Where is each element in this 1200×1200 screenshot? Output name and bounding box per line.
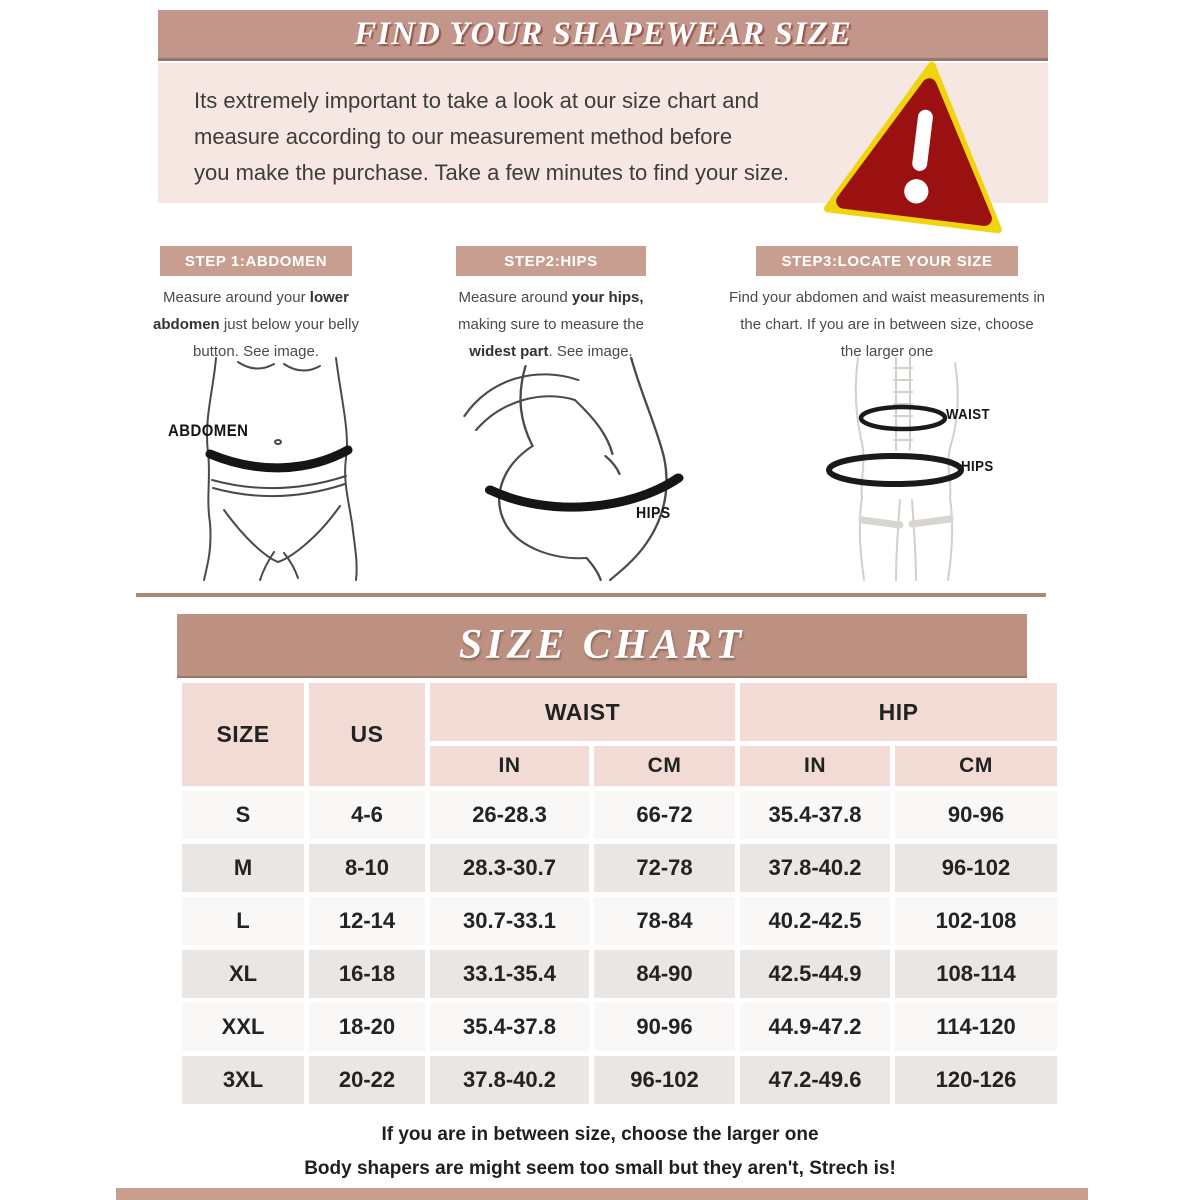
step2-header: STEP2:HIPS [456, 246, 646, 276]
warning-triangle-icon [814, 50, 1029, 241]
step1-header: STEP 1:ABDOMEN [160, 246, 352, 276]
step2-text-bold2: widest part [469, 343, 549, 360]
step2-description [440, 284, 662, 365]
hip-in-cell: 44.9-47.2 [740, 1003, 890, 1051]
size-cell: 3XL [182, 1056, 304, 1104]
step2-text-c: . See image. [548, 343, 633, 360]
step2-text-a: Measure around [458, 289, 572, 306]
hip-cm-header: CM [895, 746, 1057, 786]
hip-in-header: IN [740, 746, 890, 786]
size-column-header: SIZE [182, 683, 304, 786]
hip-cm-cell: 108-114 [895, 950, 1057, 998]
hip-cm-cell: 102-108 [895, 897, 1057, 945]
waist-cm-cell: 72-78 [594, 844, 735, 892]
us-cell: 8-10 [309, 844, 425, 892]
waist-cm-cell: 84-90 [594, 950, 735, 998]
size-cell: XL [182, 950, 304, 998]
us-cell: 18-20 [309, 1003, 425, 1051]
footer-bar [116, 1188, 1088, 1200]
section-divider [136, 593, 1046, 597]
waist-cm-cell: 78-84 [594, 897, 735, 945]
hip-band-label: HIPS [961, 458, 994, 475]
waist-band-label: WAIST [946, 406, 990, 423]
step1-text-a: Measure around your [163, 289, 310, 306]
size-cell: XXL [182, 1003, 304, 1051]
hip-cm-cell: 114-120 [895, 1003, 1057, 1051]
hip-cm-cell: 120-126 [895, 1056, 1057, 1104]
intro-line-2: measure according to our measurement method before [194, 124, 733, 149]
step3-header: STEP3:LOCATE YOUR SIZE [756, 246, 1018, 276]
size-cell: M [182, 844, 304, 892]
size-chart-table [177, 678, 1062, 1109]
us-cell: 16-18 [309, 950, 425, 998]
size-row-xl [182, 950, 1057, 998]
intro-line-3: you make the purchase. Take a few minutes to find your size. [194, 160, 790, 185]
hip-cm-cell: 96-102 [895, 844, 1057, 892]
us-cell: 4-6 [309, 791, 425, 839]
abdomen-figure [198, 358, 358, 580]
waist-in-cell: 26-28.3 [430, 791, 589, 839]
step3-description: Find your abdomen and waist measurements in the chart. If you are in between size, choose the larger one [729, 289, 1045, 360]
header-banner [158, 10, 1048, 61]
waist-in-cell: 30.7-33.1 [430, 897, 589, 945]
intro-text [194, 83, 789, 191]
hips-figure-label: HIPS [636, 505, 671, 522]
hips-figure [455, 358, 690, 580]
hip-column-header: HIP [740, 683, 1057, 741]
intro-line-1: Its extremely important to take a look at our size chart and [194, 88, 759, 113]
note-between-sizes: If you are in between size, choose the larger one [381, 1124, 819, 1145]
waist-in-cell: 35.4-37.8 [430, 1003, 589, 1051]
abdomen-figure-label: ABDOMEN [168, 421, 249, 440]
us-cell: 12-14 [309, 897, 425, 945]
hip-in-cell: 40.2-42.5 [740, 897, 890, 945]
waist-cm-cell: 66-72 [594, 791, 735, 839]
step2-text-b: making sure to measure the [458, 316, 644, 333]
waist-cm-header: CM [594, 746, 735, 786]
size-chart-banner [177, 614, 1027, 678]
hip-in-cell: 42.5-44.9 [740, 950, 890, 998]
us-cell: 20-22 [309, 1056, 425, 1104]
waist-in-cell: 28.3-30.7 [430, 844, 589, 892]
table-header-row [182, 683, 1057, 741]
hip-cm-cell: 90-96 [895, 791, 1057, 839]
size-row-3xl [182, 1056, 1057, 1104]
size-row-s [182, 791, 1057, 839]
size-cell: L [182, 897, 304, 945]
waist-in-cell: 37.8-40.2 [430, 1056, 589, 1104]
step2-text-bold1: your hips, [571, 289, 644, 306]
page-title: FIND YOUR SHAPEWEAR SIZE [354, 15, 852, 52]
intro-panel [158, 63, 1048, 203]
hip-in-cell: 37.8-40.2 [740, 844, 890, 892]
waist-cm-cell: 96-102 [594, 1056, 735, 1104]
size-cell: S [182, 791, 304, 839]
size-row-m [182, 844, 1057, 892]
us-column-header: US [309, 683, 425, 786]
waist-column-header: WAIST [430, 683, 735, 741]
size-chart-title: SIZE CHART [458, 622, 746, 668]
size-row-xxl [182, 1003, 1057, 1051]
size-row-l [182, 897, 1057, 945]
hip-in-cell: 35.4-37.8 [740, 791, 890, 839]
waist-in-header: IN [430, 746, 589, 786]
step1-text-b: just below your belly button. See image. [193, 316, 359, 360]
waist-cm-cell: 90-96 [594, 1003, 735, 1051]
hip-in-cell: 47.2-49.6 [740, 1056, 890, 1104]
note-stretch: Body shapers are might seem too small but they aren't, Strech is! [304, 1158, 896, 1179]
step1-text-bold: lower abdomen [153, 289, 349, 333]
waist-in-cell: 33.1-35.4 [430, 950, 589, 998]
step1-description [144, 284, 368, 365]
